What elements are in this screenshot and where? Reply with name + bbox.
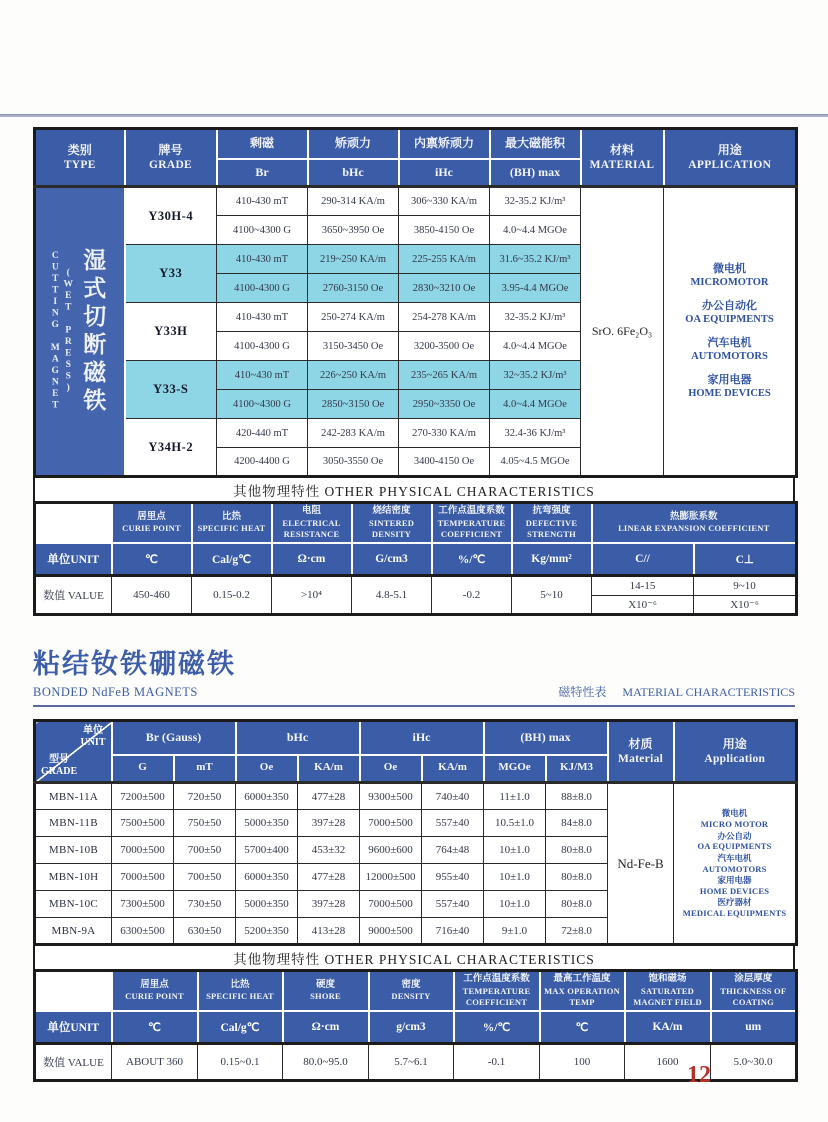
value-cell: 242-283 KA/m <box>308 419 399 448</box>
column-header-expansion: 热膨胀系数 LINEAR EXPANSION COEFFICIENT <box>592 503 797 543</box>
value-cell: 420-440 mT <box>217 419 308 448</box>
header-bhc-sym: bHc <box>308 159 399 187</box>
unit-cell: ℃ <box>112 543 192 576</box>
value-cell: 4100~4300 G <box>217 216 308 245</box>
value-cell: 397±28 <box>298 810 360 837</box>
grade-cell: Y34H-2 <box>125 419 217 477</box>
value-cell: 9600±600 <box>360 837 422 864</box>
value-cell: 32-35.2 KJ/m³ <box>490 303 581 332</box>
application-item: 办公自动化 OA EQUIPMENTS <box>685 300 774 326</box>
value-cell: 4.0~4.4 MGOe <box>490 332 581 361</box>
value-cell: 740±40 <box>422 783 484 810</box>
value-cell: 3050-3550 Oe <box>308 448 399 477</box>
header-bhc-cn: 矫顽力 <box>308 129 399 159</box>
value-cell: 10±1.0 <box>484 864 546 891</box>
value-cell: 3850-4150 Oe <box>399 216 490 245</box>
phys-value-cell: 4.8-5.1 <box>352 576 432 615</box>
value-cell: 6300±500 <box>112 918 174 945</box>
value-cell: 397±28 <box>298 891 360 918</box>
value-cell: 3400-4150 Oe <box>399 448 490 477</box>
grade-cell: MBN-10C <box>35 891 112 918</box>
application-item: 医疗器材 MEDICAL EQUIPMENTS <box>682 897 787 918</box>
value-cell: 4100-4300 G <box>217 274 308 303</box>
column-header: 最高工作温度 MAX OPERATION TEMP <box>540 971 625 1011</box>
unit-cell: %/℃ <box>432 543 512 576</box>
phys-value-cell: 5.0~30.0 <box>711 1044 797 1081</box>
section2-heading <box>33 642 795 707</box>
value-cell: 4.05~4.5 MGOe <box>490 448 581 477</box>
value-cell: 4.0~4.4 MGOe <box>490 390 581 419</box>
unit-cell: Kg/mm² <box>512 543 592 576</box>
page-content <box>33 127 795 1082</box>
value-cell: 9000±500 <box>360 918 422 945</box>
value-cell: 700±50 <box>174 864 236 891</box>
value-cell: 9300±500 <box>360 783 422 810</box>
grade-cell: MBN-10H <box>35 864 112 891</box>
value-cell: 5000±350 <box>236 891 298 918</box>
column-header: 硬度 SHORE <box>283 971 369 1011</box>
value-cell: 235~265 KA/m <box>399 361 490 390</box>
value-cell: 9±1.0 <box>484 918 546 945</box>
phys-value-cell: -0.2 <box>432 576 512 615</box>
subheader: MGOe <box>484 755 546 783</box>
value-cell: 764±48 <box>422 837 484 864</box>
value-cell: 410-430 mT <box>217 303 308 332</box>
corner-unit-grade-cell: 单位 UNIT 型号 GRADE <box>35 721 112 783</box>
other-physical-band: 其他物理特性 OTHER PHYSICAL CHARACTERISTICS <box>33 476 795 503</box>
section-right-label: 磁特性表 MATERIAL CHARACTERISTICS <box>558 685 795 699</box>
phys-value-cell: 100 <box>540 1044 625 1081</box>
header-br-sym: Br <box>217 159 308 187</box>
column-header: 抗弯强度 DEFECTIVE STRENGTH <box>512 503 592 543</box>
value-cell: 80±8.0 <box>546 837 608 864</box>
value-cell: 2950~3350 Oe <box>399 390 490 419</box>
phys-table-ferrite <box>33 501 798 616</box>
value-cell: 10±1.0 <box>484 837 546 864</box>
wet-press-magnet-table <box>33 127 798 478</box>
subheader: KA/m <box>298 755 360 783</box>
application-item: 汽车电机 AUTOMOTORS <box>691 337 768 363</box>
value-cell: 6000±350 <box>236 864 298 891</box>
unit-cell: %/℃ <box>454 1011 540 1044</box>
value-cell: 270-330 KA/m <box>399 419 490 448</box>
section-subtitle: BONDED NdFeB MAGNETS <box>33 685 198 699</box>
value-cell: 955±40 <box>422 864 484 891</box>
unit-row-label: 单位UNIT <box>35 1011 112 1044</box>
material-cell: SrO. 6Fe₂O₃ <box>581 187 664 477</box>
header-bhc: bHc <box>236 721 360 755</box>
grade-cell: MBN-11B <box>35 810 112 837</box>
value-cell: 4200-4400 G <box>217 448 308 477</box>
blank-corner <box>35 971 112 1011</box>
value-cell: 226~250 KA/m <box>308 361 399 390</box>
phys-value-cell: 0.15~0.1 <box>198 1044 283 1081</box>
value-cell: 31.6~35.2 KJ/m³ <box>490 245 581 274</box>
unit-cell: Ω·cm <box>283 1011 369 1044</box>
value-cell: 557±40 <box>422 810 484 837</box>
phys-value-cell: 5~10 <box>512 576 592 615</box>
value-cell: 3150-3450 Oe <box>308 332 399 361</box>
value-cell: 477±28 <box>298 864 360 891</box>
grade-cell: MBN-11A <box>35 783 112 810</box>
grade-cell: Y33H <box>125 303 217 361</box>
value-cell: 2830~3210 Oe <box>399 274 490 303</box>
value-cell: 410-430 mT <box>217 245 308 274</box>
value-cell: 5700±400 <box>236 837 298 864</box>
unit-cell: ℃ <box>540 1011 625 1044</box>
unit-cell: G/cm3 <box>352 543 432 576</box>
value-cell: 2760-3150 Oe <box>308 274 399 303</box>
header-ihc-cn: 内禀矫顽力 <box>399 129 490 159</box>
header-ihc-sym: iHc <box>399 159 490 187</box>
material-cell: Nd-Fe-B <box>608 783 674 945</box>
unit-cell: C// <box>592 543 694 576</box>
value-cell: 5000±350 <box>236 810 298 837</box>
header-br-cn: 剩磁 <box>217 129 308 159</box>
value-cell: 80±8.0 <box>546 891 608 918</box>
value-cell: 88±8.0 <box>546 783 608 810</box>
header-application: 用途 APPLICATION <box>664 129 797 187</box>
unit-cell: Cal/g℃ <box>192 543 272 576</box>
application-cell <box>664 187 797 477</box>
value-cell: 4.0~4.4 MGOe <box>490 216 581 245</box>
value-cell: 557±40 <box>422 891 484 918</box>
header-bhmax-sym: (BH) max <box>490 159 581 187</box>
value-cell: 730±50 <box>174 891 236 918</box>
subheader: KA/m <box>422 755 484 783</box>
unit-cell: Ω·cm <box>272 543 352 576</box>
value-cell: 290-314 KA/m <box>308 187 399 216</box>
phys-value-cell: ABOUT 360 <box>112 1044 198 1081</box>
value-cell: 306~330 KA/m <box>399 187 490 216</box>
side-cn-title: 湿式切断磁铁 <box>80 247 106 416</box>
blank-corner <box>35 503 112 543</box>
value-cell: 80±8.0 <box>546 864 608 891</box>
value-cell: 10.5±1.0 <box>484 810 546 837</box>
value-cell: 453±32 <box>298 837 360 864</box>
phys-value-cell: -0.1 <box>454 1044 540 1081</box>
grade-cell: Y30H-4 <box>125 187 217 245</box>
unit-row-label: 单位UNIT <box>35 543 112 576</box>
column-header: 居里点 CURIE POINT <box>112 971 198 1011</box>
phys-table-ndfeb <box>33 969 798 1082</box>
value-cell: 700±50 <box>174 837 236 864</box>
value-cell: 5200±350 <box>236 918 298 945</box>
value-cell: 4100~4300 G <box>217 390 308 419</box>
value-cell: 84±8.0 <box>546 810 608 837</box>
value-cell: 630±50 <box>174 918 236 945</box>
column-header: 饱和磁场 SATURATED MAGNET FIELD <box>625 971 711 1011</box>
value-cell: 250-274 KA/m <box>308 303 399 332</box>
value-row-label: 数值 VALUE <box>35 1044 112 1081</box>
value-cell: 2850~3150 Oe <box>308 390 399 419</box>
phys-value-cell: 1600 <box>625 1044 711 1081</box>
value-cell: 716±40 <box>422 918 484 945</box>
value-cell: 750±50 <box>174 810 236 837</box>
value-cell: 72±8.0 <box>546 918 608 945</box>
value-cell: 720±50 <box>174 783 236 810</box>
phys-value-cell: 80.0~95.0 <box>283 1044 369 1081</box>
page-number: 12 <box>687 1062 711 1088</box>
value-cell: 254-278 KA/m <box>399 303 490 332</box>
phys-value-cell: >10⁴ <box>272 576 352 615</box>
unit-cell: KA/m <box>625 1011 711 1044</box>
column-header: 工作点温度系数 TEMPERATURE COEFFICIENT <box>432 503 512 543</box>
value-cell: 7200±500 <box>112 783 174 810</box>
header-bhmax: (BH) max <box>484 721 608 755</box>
header-material: 材质 Material <box>608 721 674 783</box>
column-header: 密度 DENSITY <box>369 971 454 1011</box>
value-cell: 6000±350 <box>236 783 298 810</box>
value-cell: 12000±500 <box>360 864 422 891</box>
value-cell: 4100-4300 G <box>217 332 308 361</box>
column-header: 居里点 CURIE POINT <box>112 503 192 543</box>
value-cell: 410-430 mT <box>217 187 308 216</box>
application-item: 家用电器 HOME DEVICES <box>699 875 770 896</box>
value-cell: 477±28 <box>298 783 360 810</box>
value-cell: 219~250 KA/m <box>308 245 399 274</box>
other-physical-band: 其他物理特性 OTHER PHYSICAL CHARACTERISTICS <box>33 944 795 971</box>
subheader: KJ/M3 <box>546 755 608 783</box>
grade-cell: MBN-9A <box>35 918 112 945</box>
bonded-ndfeb-table <box>33 719 798 946</box>
phys-value-cell: 0.15-0.2 <box>192 576 272 615</box>
application-item: 微电机 MICROMOTOR <box>690 263 769 289</box>
application-item: 办公自动 OA EQUIPMENTS <box>697 830 772 852</box>
subheader: Oe <box>236 755 298 783</box>
subheader: G <box>112 755 174 783</box>
value-cell: 410~430 mT <box>217 361 308 390</box>
unit-cell: Cal/g℃ <box>198 1011 283 1044</box>
unit-cell: C⊥ <box>694 543 797 576</box>
value-cell: 7000±500 <box>360 891 422 918</box>
section-title: 粘结钕铁硼磁铁 <box>33 649 236 679</box>
top-divider <box>0 114 828 117</box>
phys-value-cell: 14-15 X10⁻⁶ <box>592 576 694 615</box>
grade-cell: Y33-S <box>125 361 217 419</box>
header-grade: 牌号 GRADE <box>125 129 217 187</box>
table-row <box>35 187 797 216</box>
value-cell: 3650~3950 Oe <box>308 216 399 245</box>
unit-cell: g/cm3 <box>369 1011 454 1044</box>
application-cell <box>674 783 797 945</box>
column-header: 电阻 ELECTRICAL RESISTANCE <box>272 503 352 543</box>
header-application: 用途 Application <box>674 721 797 783</box>
value-cell: 32-35.2 KJ/m³ <box>490 187 581 216</box>
value-cell: 11±1.0 <box>484 783 546 810</box>
value-cell: 225-255 KA/m <box>399 245 490 274</box>
column-header: 烧结密度 SINTERED DENSITY <box>352 503 432 543</box>
phys-value-cell: 5.7~6.1 <box>369 1044 454 1081</box>
category-side-label <box>35 187 125 477</box>
value-cell: 413±28 <box>298 918 360 945</box>
column-header: 涂层厚度 THICKNESS OF COATING <box>711 971 797 1011</box>
value-cell: 7000±500 <box>112 864 174 891</box>
value-row-label: 数值 VALUE <box>35 576 112 615</box>
phys-value-cell: 9~10 X10⁻⁶ <box>694 576 797 615</box>
header-ihc: iHc <box>360 721 484 755</box>
application-item: 汽车电机 AUTOMOTORS <box>702 852 767 874</box>
column-header: 工作点温度系数 TEMPERATURE COEFFICIENT <box>454 971 540 1011</box>
header-type: 类别 TYPE <box>35 129 125 187</box>
header-material: 材料 MATERIAL <box>581 129 664 187</box>
phys-value-cell: 450-460 <box>112 576 192 615</box>
value-cell: 10±1.0 <box>484 891 546 918</box>
side-en-cutting-magnet: CUTTING MAGNET <box>50 251 61 412</box>
value-cell: 3.95-4.4 MGOe <box>490 274 581 303</box>
header-bhmax-cn: 最大磁能积 <box>490 129 581 159</box>
grade-cell: Y33 <box>125 245 217 303</box>
column-header: 比热 SPECIFIC HEAT <box>192 503 272 543</box>
table-row <box>35 783 797 810</box>
side-en-wet-press: (WET PRESS) <box>63 268 74 395</box>
subheader: Oe <box>360 755 422 783</box>
subheader: mT <box>174 755 236 783</box>
header-br-gauss: Br (Gauss) <box>112 721 236 755</box>
unit-cell: um <box>711 1011 797 1044</box>
unit-cell: ℃ <box>112 1011 198 1044</box>
value-cell: 7500±500 <box>112 810 174 837</box>
value-cell: 7000±500 <box>112 837 174 864</box>
value-cell: 3200-3500 Oe <box>399 332 490 361</box>
value-cell: 32~35.2 KJ/m³ <box>490 361 581 390</box>
application-item: 微电机 MICRO MOTOR <box>700 808 769 829</box>
application-item: 家用电器 HOME DEVICES <box>688 373 771 400</box>
value-cell: 7000±500 <box>360 810 422 837</box>
column-header: 比热 SPECIFIC HEAT <box>198 971 283 1011</box>
value-cell: 7300±500 <box>112 891 174 918</box>
grade-cell: MBN-10B <box>35 837 112 864</box>
value-cell: 32.4-36 KJ/m³ <box>490 419 581 448</box>
